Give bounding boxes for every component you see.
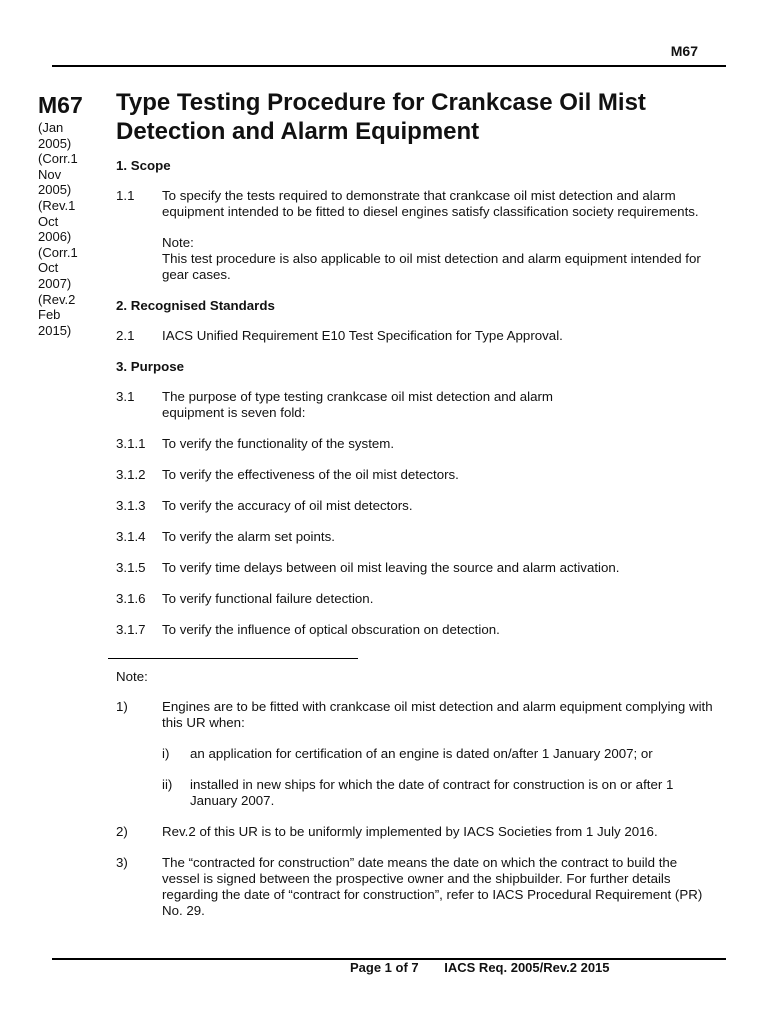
revision-line: (Corr.1 [38,151,78,167]
note-number: 1) [116,699,128,714]
revision-line: (Rev.2 [38,291,76,307]
purpose-item [116,591,716,607]
clause-number: 3.1.7 [116,622,146,637]
purpose-item [116,560,716,576]
header-rule [52,65,726,67]
purpose-item [116,467,716,483]
clause-number: 3.1.2 [116,467,146,482]
revision-line: Feb [38,307,61,323]
purpose-item [116,389,716,421]
revision-line: (Jan [38,120,64,135]
clause-number: 3.1.6 [116,591,146,606]
clause-2-1 [116,328,716,344]
subitem-number: ii) [162,777,173,792]
note-item-2 [116,824,716,840]
section-heading-scope: 1. Scope [116,158,171,173]
note-text: Rev.2 of this UR is to be uniformly implemented by IACS Societies from 1 July 2016. [162,824,658,839]
sidebar [38,92,110,338]
purpose-item [116,622,716,638]
purpose-item [116,529,716,545]
purpose-item [116,498,716,514]
clause-number: 2.1 [116,328,135,343]
document-reference: IACS Req. 2005/Rev.2 2015 [444,960,610,975]
clause-text: To verify the effectiveness of the oil mist detectors. [162,467,459,482]
scope-note-text: This test procedure is also applicable to oil mist detection and alarm equipment intended for gear cases. [162,251,701,282]
scope-note-label: Note: [162,235,194,250]
revision-line: (Corr.1 [38,244,78,260]
note-subitem-ii [162,777,716,809]
scope-note [162,235,716,283]
page-footer [350,960,610,975]
clause-text: The purpose of type testing crankcase oil mist detection and alarm equipment is seven fold: [162,389,553,420]
revision-line: 2007) [38,275,72,291]
page-number: Page 1 of 7 [350,960,419,975]
clause-text: To verify the alarm set points. [162,529,335,544]
subitem-number: i) [162,746,170,761]
document-title: Type Testing Procedure for Crankcase Oil Mist Detection and Alarm Equipment [116,89,646,145]
note-subitem-i [162,746,716,762]
clause-number: 3.1.5 [116,560,146,575]
clause-number: 1.1 [116,188,135,203]
clause-number: 3.1.4 [116,529,146,544]
revision-line: 2015) [38,322,72,338]
clause-number: 3.1 [116,389,135,404]
document-body [116,88,716,934]
note-number: 2) [116,824,128,839]
note-item-3 [116,855,716,919]
purpose-item [116,436,716,452]
revision-line: 2006) [38,229,72,245]
clause-text [162,188,716,283]
revision-line: 2005) [38,182,72,198]
revision-line: (Rev.1 [38,197,76,213]
revision-line: Nov [38,166,62,182]
notes-label: Note: [116,669,148,684]
clause-text: To verify the accuracy of oil mist detectors. [162,498,413,513]
clause-text: IACS Unified Requirement E10 Test Specification for Type Approval. [162,328,563,343]
header-code: M67 [670,43,698,59]
note-item-1 [116,699,716,731]
footnote-divider [108,658,358,659]
clause-text: To verify the influence of optical obscuration on detection. [162,622,500,637]
clause-number: 3.1.1 [116,436,146,451]
section-heading-purpose: 3. Purpose [116,359,184,374]
clause-1-1 [116,188,716,283]
clause-body: To specify the tests required to demonstrate that crankcase oil mist detection and alarm equipment intended to be fitted to diesel engines satisfy classification society requirements. [162,188,699,219]
clause-text: To verify the functionality of the system. [162,436,395,451]
revision-line: 2005) [38,135,72,151]
clause-number: 3.1.3 [116,498,146,513]
section-heading-standards: 2. Recognised Standards [116,298,275,313]
subitem-text: installed in new ships for which the date of contract for construction is on or after 1 January 2007. [190,777,674,808]
clause-text: To verify functional failure detection. [162,591,374,606]
note-text: The “contracted for construction” date means the date on which the contract to build the vessel is signed between the prospective owner and the shipbuilder. For further details regarding the date of “contract for construction”, refer to IACS Procedural Requirement (PR) No. 29. [162,855,703,918]
revision-line: Oct [38,213,59,229]
sidebar-code: M67 [38,92,83,118]
note-number: 3) [116,855,128,870]
note-text: Engines are to be fitted with crankcase oil mist detection and alarm equipment complying with this UR when: [162,699,713,730]
subitem-text: an application for certification of an engine is dated on/after 1 January 2007; or [190,746,653,761]
revision-history [38,120,110,338]
clause-text: To verify time delays between oil mist leaving the source and alarm activation. [162,560,620,575]
revision-line: Oct [38,260,59,276]
